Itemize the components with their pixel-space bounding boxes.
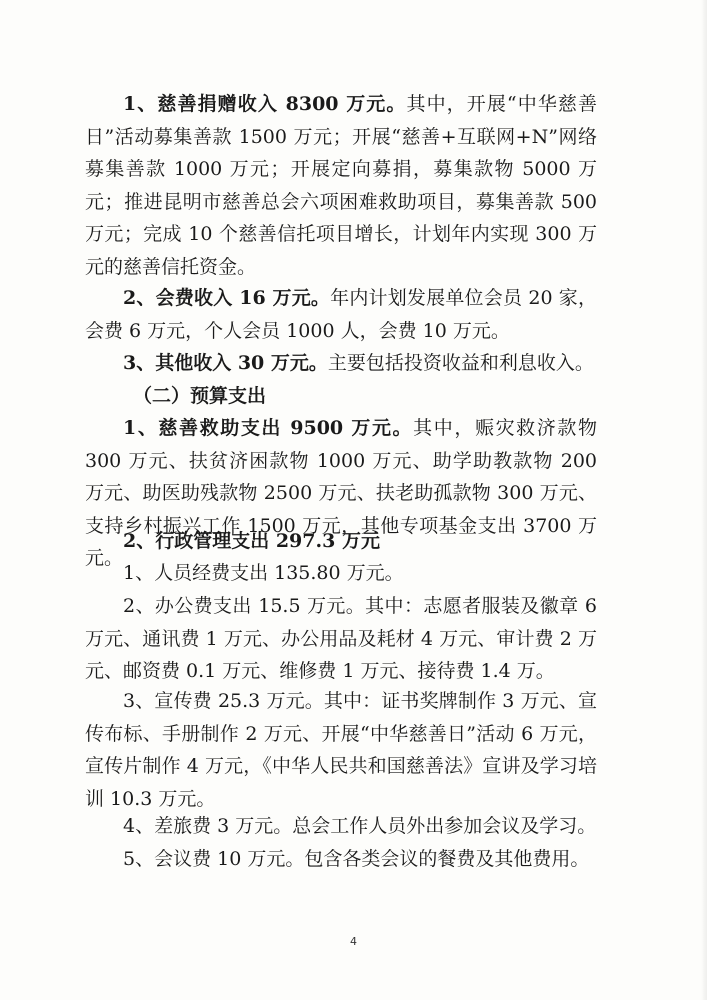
paragraph-body: 年内计划发展单位会员 20 家，会费 6 万元，个人会员 1000 人，会费 10 万元。 (85, 287, 598, 342)
paragraph-body: 5、会议费 10 万元。包含各类会议的餐费及其他费用。 (123, 848, 590, 870)
paragraph-body: 3、宣传费 25.3 万元。其中：证书奖牌制作 3 万元、宣传布标、手册制作 2 万元、开展“中华慈善日”活动 6 万元，宣传片制作 4 万元，《中华人民共和国慈善法》宣讲及学习培训 10.3 万元。 (85, 690, 597, 810)
paragraph-lead: 3、其他收入 30 万元。 (123, 352, 328, 374)
section-heading-budget-expenditure (85, 380, 597, 413)
paragraph-lead: 1、慈善救助支出 9500 万元。 (123, 417, 414, 439)
paragraph-admin-expenditure (85, 525, 597, 558)
paragraph-body: 1、人员经费支出 135.80 万元。 (123, 562, 404, 584)
paragraph-staff-costs (85, 557, 597, 590)
paragraph-lead: 2、行政管理支出 297.3 万元 (123, 530, 380, 552)
page-number: 4 (350, 935, 357, 948)
paragraph-meeting-costs (85, 843, 597, 876)
paragraph-body: 主要包括投资收益和利息收入。 (327, 352, 594, 374)
paragraph-body: 4、差旅费 3 万元。总会工作人员外出参加会议及学习。 (123, 815, 597, 837)
paragraph-body: 2、办公费支出 15.5 万元。其中：志愿者服装及徽章 6 万元、通讯费 1 万元、办公用品及耗材 4 万元、审计费 2 万元、邮资费 0.1 万元、维修费 1 万元、接待费 1.4 万。 (85, 595, 597, 682)
paragraph-other-income (85, 347, 597, 380)
paragraph-donation-income (85, 88, 597, 283)
paragraph-lead: 2、会费收入 16 万元。 (123, 287, 331, 309)
paragraph-office-costs (85, 590, 597, 688)
section-heading-text: （二）预算支出 (133, 385, 267, 407)
scan-edge-shadow (701, 0, 707, 1000)
paragraph-membership-income (85, 282, 597, 347)
paragraph-publicity-costs (85, 685, 597, 815)
paragraph-body: 其中，赈灾救济款物 300 万元、扶贫济困款物 1000 万元、助学助教款物 200 万元、助医助残款物 2500 万元、扶老助孤款物 300 万元、支持乡村振兴工作 1500 万元，其他专项基金支出 3700 万元。 (85, 417, 597, 569)
paragraph-lead: 1、慈善捐赠收入 8300 万元。 (123, 93, 407, 115)
paragraph-body: 其中，开展“中华慈善日”活动募集善款 1500 万元；开展“慈善+互联网+N”网络募集善款 1000 万元；开展定向募捐，募集款物 5000 万元；推进昆明市慈善总会六项困难救助项目，募集善款 500 万元；完成 10 个慈善信托项目增长，计划年内实现 300 万元的慈善信托资金。 (85, 93, 597, 278)
paragraph-travel-costs (85, 810, 597, 843)
